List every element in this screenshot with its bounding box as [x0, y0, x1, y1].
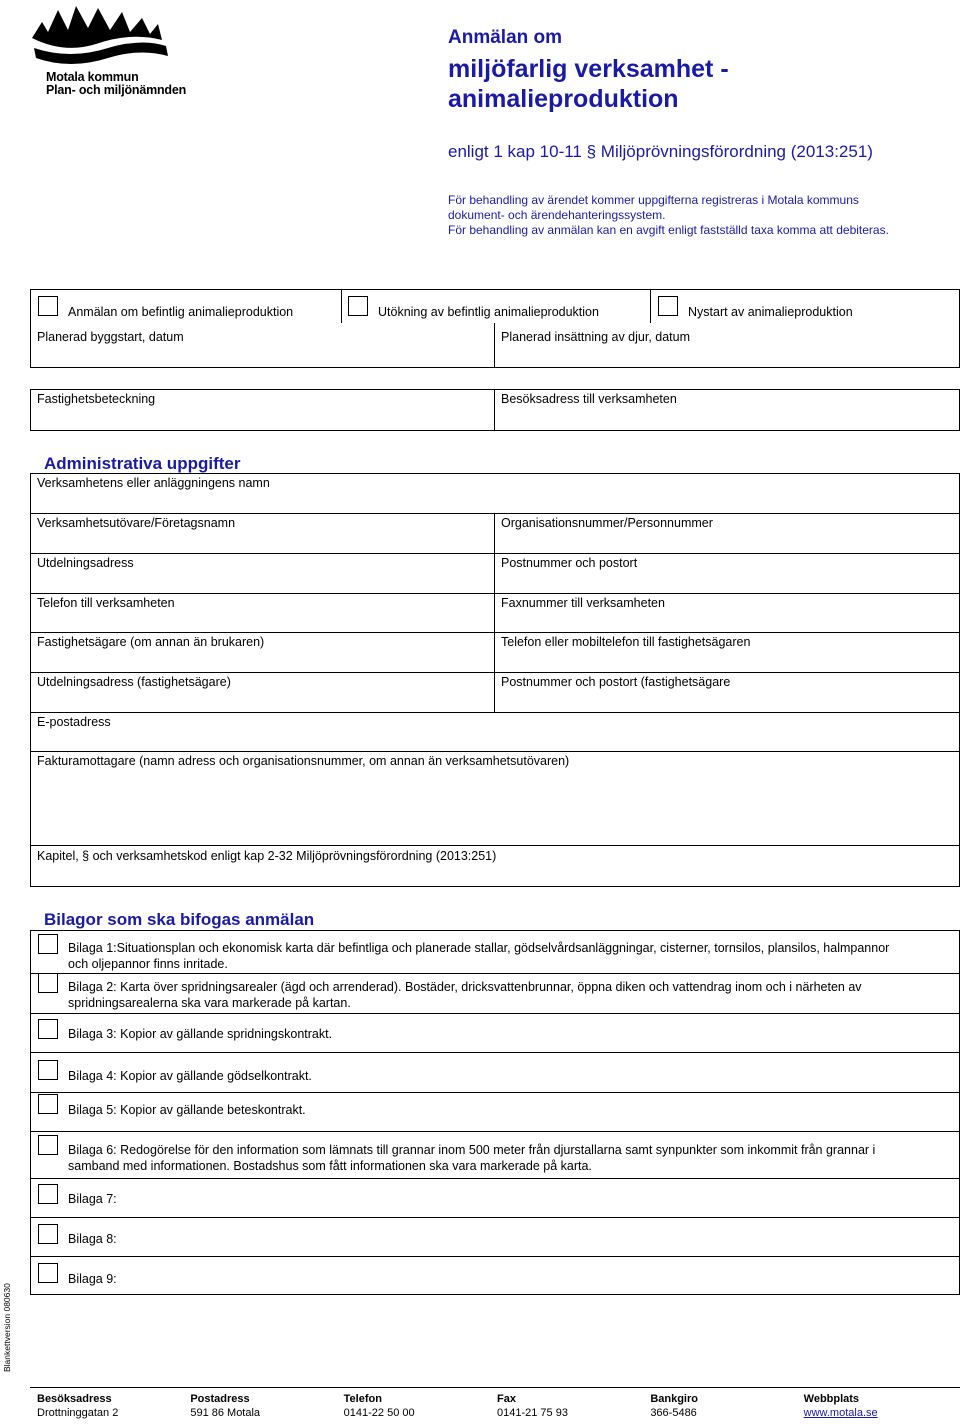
title-large-line-1: miljöfarlig verksamhet -: [448, 55, 729, 83]
attachment-9-text: Bilaga 9:: [68, 1272, 117, 1286]
title-large: [448, 54, 729, 114]
title-large-line-2: animalieproduktion: [448, 85, 679, 113]
label-build-start: Planerad byggstart, datum: [37, 330, 184, 344]
attachment-2-text: [68, 979, 948, 1011]
attachments-heading: Bilagor som ska bifogas anmälan: [44, 910, 315, 929]
attachment-5-text: Bilaga 5: Kopior av gällande beteskontrakt.: [68, 1103, 306, 1117]
footer-postal-head: Postadress: [190, 1393, 250, 1405]
subtitle: enligt 1 kap 10-11 § Miljöprövningsförordning (2013:251): [448, 142, 873, 161]
label-new: Nystart av animalieproduktion: [688, 305, 853, 319]
property-divider: [494, 389, 495, 431]
label-owner-phone: Telefon eller mobiltelefon till fastighetsägaren: [501, 635, 751, 649]
attachments-bottom-border: [30, 1294, 960, 1295]
option-divider-1: [341, 289, 342, 323]
attachment-3-text: Bilaga 3: Kopior av gällande spridningskontrakt.: [68, 1027, 333, 1041]
label-existing: Anmälan om befintlig animalieproduktion: [68, 305, 294, 319]
checkbox-attachment-6[interactable]: [38, 1135, 58, 1155]
attachment-row-line-9: [30, 1256, 960, 1257]
footer-col-web: [804, 1392, 957, 1420]
label-email: E-postadress: [37, 715, 111, 729]
checkbox-attachment-1[interactable]: [38, 934, 58, 954]
row-line-6: [30, 712, 960, 713]
attachment-2-line-2: spridningsarealerna ska vara markerade på kartan.: [68, 996, 351, 1010]
label-owner-zip: Postnummer och postort (fastighetsägare: [501, 675, 731, 689]
logo-line-1: Motala kommun: [46, 70, 139, 84]
label-expansion: Utökning av befintlig animalieproduktion: [378, 305, 599, 319]
row-line-7: [30, 751, 960, 752]
label-animal-start: Planerad insättning av djur, datum: [501, 330, 691, 344]
footer-fax-head: Fax: [496, 1393, 516, 1405]
intro-line-2: dokument- och ärendehanteringssystem.: [448, 208, 666, 222]
row-line-1: [30, 513, 960, 514]
attachment-1-line-2: och oljepannor finns inritade.: [68, 957, 228, 971]
attachment-1-text: [68, 940, 948, 972]
footer: [37, 1392, 957, 1420]
label-business-name: Verksamhetens eller anläggningens namn: [37, 476, 270, 490]
attachment-6-text: [68, 1142, 948, 1174]
footer-col-bankgiro: [650, 1392, 803, 1420]
logo-text: [46, 71, 186, 97]
footer-rule: [30, 1387, 960, 1388]
label-owner-address: Utdelningsadress (fastighetsägare): [37, 675, 231, 689]
footer-phone-value: 0141-22 50 00: [343, 1407, 415, 1419]
checkbox-attachment-9[interactable]: [38, 1263, 58, 1283]
attachment-7-text: Bilaga 7:: [68, 1192, 117, 1206]
checkbox-attachment-2[interactable]: [38, 973, 58, 993]
attachment-row-line-5: [30, 1092, 960, 1093]
attachment-row-line-2: [30, 973, 960, 974]
label-fax: Faxnummer till verksamheten: [501, 596, 665, 610]
option-divider-2: [650, 289, 651, 323]
label-property: Fastighetsbeteckning: [37, 392, 156, 406]
label-zip-city: Postnummer och postort: [501, 556, 638, 570]
admin-col-divider: [494, 513, 495, 712]
intro-text: [448, 193, 948, 238]
footer-postal-value: 591 86 Motala: [190, 1407, 261, 1419]
label-visit-address: Besöksadress till verksamheten: [501, 392, 677, 406]
motala-logo: [30, 4, 200, 100]
footer-col-visit: [37, 1392, 190, 1420]
checkbox-attachment-3[interactable]: [38, 1019, 58, 1039]
intro-line-1: För behandling av ärendet kommer uppgifterna registreras i Motala kommuns: [448, 193, 859, 207]
form-version: Blankettversion 080630: [2, 1283, 12, 1372]
footer-col-fax: [497, 1392, 650, 1420]
checkbox-attachment-4[interactable]: [38, 1060, 58, 1080]
checkbox-attachment-5[interactable]: [38, 1094, 58, 1114]
attachment-2-line-1: Bilaga 2: Karta över spridningsarealer (ägd och arrenderad). Bostäder, dricksvattenbrunnar, öppna diken och vattendrag inom och i närheten av: [68, 980, 862, 994]
row-line-8: [30, 845, 960, 846]
option-box: [30, 289, 960, 368]
title-small: Anmälan om: [448, 27, 563, 48]
attachments-left-border: [30, 930, 31, 1295]
label-postal-address: Utdelningsadress: [37, 556, 134, 570]
footer-visit-value: Drottninggatan 2: [37, 1407, 119, 1419]
checkbox-attachment-8[interactable]: [38, 1224, 58, 1244]
option-divider-3: [494, 323, 495, 368]
checkbox-existing[interactable]: [38, 296, 58, 316]
attachment-row-line-1: [30, 930, 960, 931]
attachment-1-line-1: Bilaga 1:Situationsplan och ekonomisk karta där befintliga och planerade stallar, gödselvårdsanläggningar, cisterner, tornsilos, plansilos, halmpannor: [68, 941, 890, 955]
footer-col-postal: [190, 1392, 343, 1420]
label-operator: Verksamhetsutövare/Företagsnamn: [37, 516, 236, 530]
footer-web-head: Webbplats: [803, 1393, 860, 1405]
row-line-2: [30, 553, 960, 554]
logo-line-2: Plan- och miljönämnden: [46, 83, 187, 97]
label-chapter: Kapitel, § och verksamhetskod enligt kap 2-32 Miljöprövningsförordning (2013:251): [37, 849, 497, 863]
attachment-6-line-2: samband med informationen. Bostadshus som fått informationen ska vara markerade på karta.: [68, 1159, 592, 1173]
footer-fax-value: 0141-21 75 93: [496, 1407, 568, 1419]
row-line-4: [30, 632, 960, 633]
footer-col-phone: [344, 1392, 497, 1420]
label-owner: Fastighetsägare (om annan än brukaren): [37, 635, 265, 649]
attachment-4-text: Bilaga 4: Kopior av gällande gödselkontrakt.: [68, 1069, 312, 1083]
checkbox-new[interactable]: [658, 296, 678, 316]
checkbox-expansion[interactable]: [348, 296, 368, 316]
attachment-row-line-4: [30, 1052, 960, 1053]
label-org-number: Organisationsnummer/Personnummer: [501, 516, 713, 530]
footer-visit-head: Besöksadress: [37, 1393, 112, 1405]
footer-bankgiro-value: 366-5486: [650, 1407, 697, 1419]
intro-line-3: För behandling av anmälan kan en avgift enligt fastställd taxa komma att debiteras.: [448, 223, 889, 237]
row-line-3: [30, 593, 960, 594]
attachment-row-line-6: [30, 1131, 960, 1132]
attachment-row-line-7: [30, 1178, 960, 1179]
footer-phone-head: Telefon: [343, 1393, 382, 1405]
attachment-row-line-3: [30, 1013, 960, 1014]
crown-emblem-icon: [30, 4, 200, 70]
attachment-8-text: Bilaga 8:: [68, 1232, 117, 1246]
property-box[interactable]: [30, 389, 960, 431]
attachment-6-line-1: Bilaga 6: Redogörelse för den information som lämnats till grannar inom 500 meter från djurstallarna samt synpunkter som inkommit från grannar i: [68, 1143, 876, 1157]
footer-web-link[interactable]: www.motala.se: [803, 1407, 878, 1419]
attachment-row-line-8: [30, 1217, 960, 1218]
label-phone: Telefon till verksamheten: [37, 596, 175, 610]
checkbox-attachment-7[interactable]: [38, 1184, 58, 1204]
label-invoice: Fakturamottagare (namn adress och organisationsnummer, om annan än verksamhetsutövaren): [37, 754, 570, 768]
admin-heading: Administrativa uppgifter: [44, 454, 241, 473]
row-line-5: [30, 672, 960, 673]
footer-bankgiro-head: Bankgiro: [650, 1393, 698, 1405]
